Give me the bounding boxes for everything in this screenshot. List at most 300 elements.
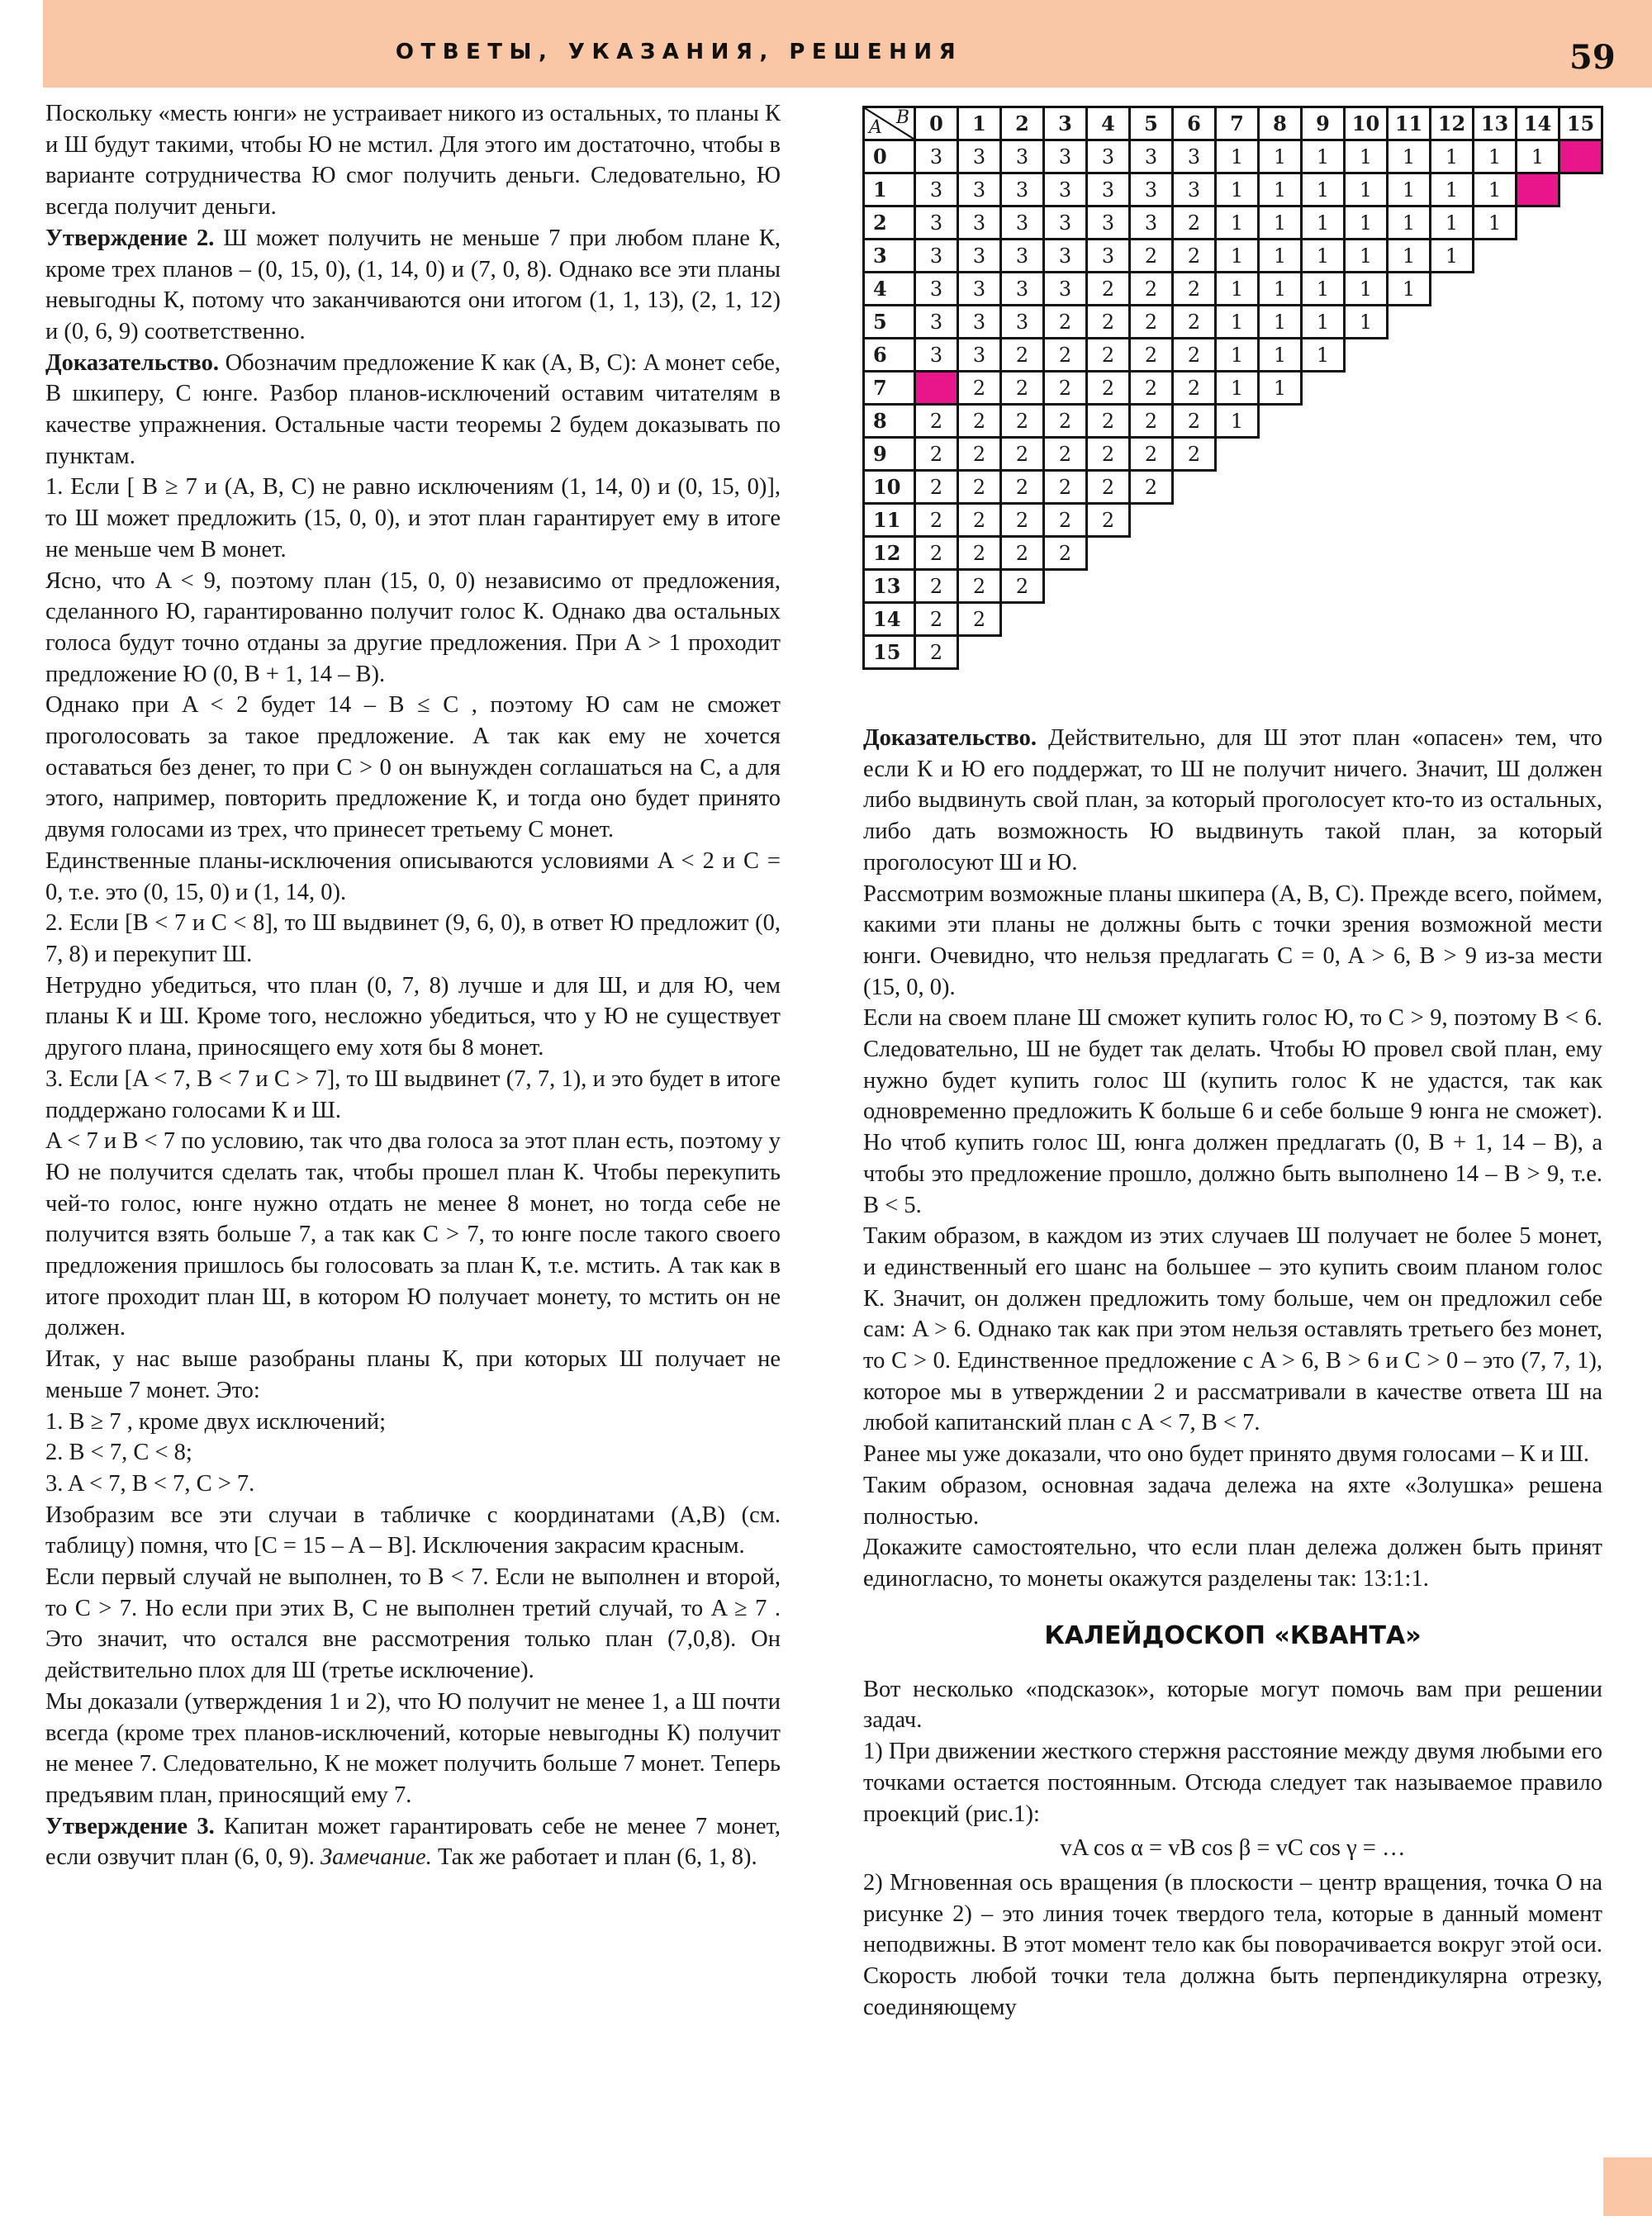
empty-cell (1431, 504, 1474, 537)
paragraph: Поскольку «месть юнги» не устраивает никого из остальных, то планы К и Ш будут такими, чтобы Ю не мстил. Для этого им достаточно, чтобы в варианте сотрудничества Ю смог получить деньги. Следовательно, Ю всегда получит деньги. (45, 101, 781, 221)
empty-cell (1173, 570, 1216, 603)
empty-cell (1474, 372, 1517, 405)
table-cell: 3 (1087, 140, 1130, 173)
table-cell: 2 (915, 570, 958, 603)
empty-cell (1474, 537, 1517, 570)
empty-cell (1559, 372, 1602, 405)
table-cell: 3 (958, 240, 1001, 273)
statement-2 (45, 223, 781, 348)
table-cell: 2 (915, 471, 958, 504)
empty-cell (1559, 603, 1602, 636)
table-row (864, 273, 1602, 306)
table-cell: 3 (1044, 206, 1087, 240)
table-cell: 2 (1173, 306, 1216, 339)
table-cell: 2 (1087, 339, 1130, 372)
table-cell: 2 (1173, 372, 1216, 405)
table-cell: 1 (1302, 273, 1345, 306)
empty-cell (1431, 273, 1474, 306)
row-header: 10 (864, 471, 915, 504)
table-cell: 3 (1001, 173, 1044, 206)
paragraph: 1) При движении жесткого стержня расстояние между двумя любыми его точками остается постоянным. Отсюда следует так называемое правило проекций (рис.1): (863, 1739, 1602, 1827)
table-cell: 3 (1044, 273, 1087, 306)
empty-cell (1559, 339, 1602, 372)
table-cell: 3 (958, 306, 1001, 339)
table-cell: 2 (915, 504, 958, 537)
empty-cell (1302, 636, 1345, 669)
paragraph: Изобразим все эти случаи в табличке с координатами (A,B) (см. таблицу) помня, что [C = 15 – A – B]. Исключения закрасим красным. (45, 1502, 781, 1559)
table-cell: 1 (1474, 140, 1517, 173)
row-header: 11 (864, 504, 915, 537)
table-cell: 1 (1345, 273, 1388, 306)
empty-cell (1474, 405, 1517, 438)
table-cell: 1 (1302, 173, 1345, 206)
table-cell: 2 (1044, 438, 1087, 471)
table-cell: 3 (958, 339, 1001, 372)
empty-cell (1302, 603, 1345, 636)
table-cell: 2 (1130, 240, 1173, 273)
table-cell: 3 (915, 273, 958, 306)
row-header: 5 (864, 306, 915, 339)
table-cell: 2 (958, 504, 1001, 537)
empty-cell (1259, 603, 1302, 636)
table-cell: 2 (915, 603, 958, 636)
note-label: Замечание. (320, 1844, 432, 1871)
table-cell: 1 (1388, 206, 1431, 240)
table-cell: 3 (958, 206, 1001, 240)
table-cell: 2 (1087, 306, 1130, 339)
table-cell: 3 (1087, 240, 1130, 273)
table-cell: 1 (1345, 173, 1388, 206)
table-row (864, 240, 1602, 273)
table-row (864, 140, 1602, 173)
table-cell: 2 (1130, 339, 1173, 372)
proof-lead: Доказательство. (863, 725, 1037, 751)
empty-cell (1087, 603, 1130, 636)
column-header: 3 (1044, 107, 1087, 140)
statement-lead: Утверждение 2. (45, 225, 215, 251)
table-cell: 2 (1130, 471, 1173, 504)
empty-cell (1559, 306, 1602, 339)
table-cell: 2 (915, 636, 958, 669)
table-cell: 1 (1216, 206, 1259, 240)
table-cell: 1 (1302, 140, 1345, 173)
empty-cell (1345, 372, 1388, 405)
table-cell: 2 (1173, 240, 1216, 273)
empty-cell (1517, 306, 1559, 339)
empty-cell (1388, 504, 1431, 537)
table-cell: 1 (1259, 140, 1302, 173)
table-cell: 3 (915, 339, 958, 372)
column-header: 12 (1431, 107, 1474, 140)
table-cell: 1 (1259, 372, 1302, 405)
empty-cell (1216, 471, 1259, 504)
empty-cell (1259, 570, 1302, 603)
empty-cell (1517, 372, 1559, 405)
note-text: Так же работает и план (6, 1, 8). (431, 1844, 757, 1871)
table-cell: 1 (1345, 206, 1388, 240)
table-cell: 2 (958, 471, 1001, 504)
table-cell: 2 (958, 537, 1001, 570)
column-header: 8 (1259, 107, 1302, 140)
empty-cell (1559, 273, 1602, 306)
empty-cell (1388, 603, 1431, 636)
column-header: 5 (1130, 107, 1173, 140)
paragraph: Нетрудно убедиться, что план (0, 7, 8) лучше и для Ш, и для Ю, чем планы К и Ш. Кроме того, несложно убедиться, что у Ю не существует другого плана, приносящего ему хотя бы 8 монет. (45, 972, 781, 1061)
table-cell: 2 (1044, 405, 1087, 438)
column-header: 10 (1345, 107, 1388, 140)
row-header: 12 (864, 537, 915, 570)
table-cell: 2 (1044, 306, 1087, 339)
table-cell: 2 (1130, 372, 1173, 405)
table-cell: 2 (1001, 372, 1044, 405)
empty-cell (1216, 603, 1259, 636)
table-row (864, 438, 1602, 471)
paragraph: Мы доказали (утверждения 1 и 2), что Ю получит не менее 1, а Ш почти всегда (кроме трех планов-исключений, которые невыгодны К) получит не менее 7. Следовательно, К не может получить больше 7 монет. Теперь предъявим план, приносящий ему 7. (45, 1688, 781, 1808)
table-cell: 2 (1044, 339, 1087, 372)
empty-cell (1517, 339, 1559, 372)
empty-cell (1302, 372, 1345, 405)
proof (45, 348, 781, 472)
empty-cell (1087, 636, 1130, 669)
running-title: ОТВЕТЫ, УКАЗАНИЯ, РЕШЕНИЯ (395, 40, 963, 64)
statement-3 (45, 1811, 781, 1873)
table-cell: 3 (958, 173, 1001, 206)
empty-cell (1259, 636, 1302, 669)
table-cell: 1 (1302, 306, 1345, 339)
table-cell: 1 (1302, 206, 1345, 240)
empty-cell (1517, 206, 1559, 240)
empty-cell (1259, 471, 1302, 504)
empty-cell (1173, 537, 1216, 570)
table-cell: 3 (1173, 140, 1216, 173)
table-cell: 2 (958, 405, 1001, 438)
table-cell: 3 (915, 306, 958, 339)
table-corner (864, 107, 915, 140)
table-cell: 2 (1001, 471, 1044, 504)
empty-cell (1130, 636, 1173, 669)
paragraph: 1. Если [ B ≥ 7 и (A, B, C) не равно исключениям (1, 14, 0) и (0, 15, 0)], то Ш может предложить (15, 0, 0), и этот план гарантирует ему в итоге не меньше чем B монет. (45, 474, 781, 562)
table-cell: 2 (915, 438, 958, 471)
table-cell: 3 (1130, 140, 1173, 173)
right-column (863, 723, 1602, 2023)
table-cell: 1 (1216, 173, 1259, 206)
coordinate-table (862, 106, 1603, 670)
empty-cell (1173, 471, 1216, 504)
empty-cell (1345, 405, 1388, 438)
empty-cell (1431, 570, 1474, 603)
empty-cell (1474, 570, 1517, 603)
table-cell: 1 (1431, 240, 1474, 273)
table-cell: 3 (1001, 273, 1044, 306)
row-header: 13 (864, 570, 915, 603)
empty-cell (1130, 504, 1173, 537)
statement-text: Капитан может гарантировать себе не менее 7 монет, если озвучит план (6, 0, 9). (45, 1813, 781, 1871)
table-cell: 2 (1130, 273, 1173, 306)
table-cell: 2 (1044, 372, 1087, 405)
table-cell: 2 (915, 405, 958, 438)
column-header: 14 (1517, 107, 1559, 140)
column-header: 6 (1173, 107, 1216, 140)
empty-cell (1302, 570, 1345, 603)
table-cell: 3 (1001, 206, 1044, 240)
section-title: КАЛЕЙДОСКОП «КВАНТА» (1044, 1620, 1422, 1650)
empty-cell (1517, 471, 1559, 504)
table-row (864, 372, 1602, 405)
empty-cell (1388, 471, 1431, 504)
row-header: 3 (864, 240, 915, 273)
empty-cell (1345, 603, 1388, 636)
empty-cell (1216, 504, 1259, 537)
table-cell: 3 (1173, 173, 1216, 206)
table-cell: 1 (1259, 306, 1302, 339)
empty-cell (1087, 570, 1130, 603)
empty-cell (1345, 504, 1388, 537)
proof (863, 723, 1602, 879)
list-item: 1. B ≥ 7 , кроме двух исключений; (45, 1408, 387, 1435)
table-row (864, 306, 1602, 339)
empty-cell (1302, 504, 1345, 537)
empty-cell (1517, 438, 1559, 471)
corner-label-b: B (895, 107, 909, 128)
table-cell: 3 (1130, 173, 1173, 206)
table-cell: 1 (1216, 273, 1259, 306)
list-item: 3. A < 7, B < 7, C > 7. (45, 1470, 255, 1497)
empty-cell (1216, 438, 1259, 471)
empty-cell (1517, 570, 1559, 603)
table-cell: 2 (1087, 471, 1130, 504)
row-header: 15 (864, 636, 915, 669)
page-number: 59 (1569, 38, 1616, 77)
empty-cell (1474, 339, 1517, 372)
table-cell: 1 (1259, 173, 1302, 206)
table-cell: 2 (1130, 405, 1173, 438)
table-row (864, 537, 1602, 570)
column-header: 2 (1001, 107, 1044, 140)
empty-cell (1559, 240, 1602, 273)
empty-cell (1173, 603, 1216, 636)
corner-label-a: A (869, 117, 882, 138)
empty-cell (1517, 603, 1559, 636)
table-cell: 1 (1216, 339, 1259, 372)
table-cell: 1 (1345, 306, 1388, 339)
table-cell: 3 (1001, 306, 1044, 339)
empty-cell (1345, 471, 1388, 504)
empty-cell (1559, 173, 1602, 206)
table-cell: 1 (1302, 240, 1345, 273)
table-row (864, 339, 1602, 372)
table-cell: 3 (915, 240, 958, 273)
table-cell: 1 (1216, 372, 1259, 405)
table-cell: 3 (1044, 240, 1087, 273)
table-cell: 1 (1345, 140, 1388, 173)
table-cell: 1 (1216, 306, 1259, 339)
empty-cell (1044, 570, 1087, 603)
empty-cell (1474, 306, 1517, 339)
paragraph: Ясно, что A < 9, поэтому план (15, 0, 0) независимо от предложения, сделанного Ю, гарантированно получит голос К. Однако два остальных голоса будут точно отданы за другие предложения. При A > 1 проходит предложение Ю (0, B + 1, 14 – B). (45, 567, 781, 687)
table-row (864, 471, 1602, 504)
paragraph: Если первый случай не выполнен, то B < 7. Если не выполнен и второй, то C > 7. Но если при этих B, C не выполнен третий случай, то A ≥ 7 . Это значит, что остался вне рассмотрения только план (7,0,8). Он действительно плох для Ш (третье исключение). (45, 1564, 781, 1684)
empty-cell (1044, 603, 1087, 636)
table-row (864, 173, 1602, 206)
table-cell: 1 (1517, 140, 1559, 173)
table-cell: 1 (1259, 339, 1302, 372)
table-cell: 2 (1001, 438, 1044, 471)
table-cell: 2 (1173, 438, 1216, 471)
table-cell: 2 (958, 570, 1001, 603)
table-cell: 2 (1130, 438, 1173, 471)
table-cell: 1 (1388, 173, 1431, 206)
table-row (864, 206, 1602, 240)
table-cell: 2 (1087, 372, 1130, 405)
empty-cell (1345, 339, 1388, 372)
empty-cell (1517, 240, 1559, 273)
table-cell: 2 (1001, 504, 1044, 537)
empty-cell (1431, 372, 1474, 405)
empty-cell (1388, 339, 1431, 372)
empty-cell (1173, 504, 1216, 537)
empty-cell (1388, 438, 1431, 471)
table-cell: 2 (1173, 273, 1216, 306)
empty-cell (1559, 471, 1602, 504)
paragraph: Если на своем плане Ш сможет купить голос Ю, то C > 9, поэтому B < 6. Следовательно, Ш не будет так делать. Чтобы Ю провел свой план, ему нужно будет купить голос Ш (купить голос К не удастся, так как одновременно предложить К больше 6 и себе больше 9 юнга не сможет). Но чтоб купить голос Ш, юнга должен предлагать (0, B + 1, 14 – B), а чтобы это предложение прошло, должно быть выполнено 14 – B > 9, т.е. B < 5. (863, 1005, 1602, 1218)
column-header: 7 (1216, 107, 1259, 140)
column-header: 4 (1087, 107, 1130, 140)
table-row (864, 504, 1602, 537)
empty-cell (1431, 603, 1474, 636)
table-cell: 3 (1087, 206, 1130, 240)
empty-cell (1259, 537, 1302, 570)
row-header: 2 (864, 206, 915, 240)
empty-cell (1517, 504, 1559, 537)
paragraph: Ранее мы уже доказали, что оно будет принято двумя голосами – К и Ш. (863, 1441, 1589, 1468)
empty-cell (1302, 405, 1345, 438)
column-header: 13 (1474, 107, 1517, 140)
paragraph: Таким образом, в каждом из этих случаев Ш получает не более 5 монет, и единственный его шанс на большее – это купить своим планом голос К. Значит, он должен предложить тому больше, чем он предложил себе сам: A > 6. Однако так как при этом нельзя оставлять третьего без монет, то C > 0. Единственное предложение с A > 6, B > 6 и C > 0 – это (7, 7, 1), которое мы в утверждении 2 и рассматривали в качестве ответа Ш на любой капитанский план с A < 7, B < 7. (863, 1223, 1602, 1436)
empty-cell (1087, 537, 1130, 570)
corner-band (1603, 2157, 1652, 2216)
table-cell: 2 (1173, 339, 1216, 372)
empty-cell (1431, 438, 1474, 471)
column-header: 11 (1388, 107, 1431, 140)
paragraph: Итак, у нас выше разобраны планы К, при которых Ш получает не меньше 7 монет. Это: (45, 1346, 781, 1403)
row-header: 1 (864, 173, 915, 206)
paragraph: Рассмотрим возможные планы шкипера (A, B, C). Прежде всего, поймем, какими эти планы не должны быть с точки зрения возможной мести юнги. Очевидно, что нельзя предлагать C = 0, A > 6, B > 9 из-за мести (15, 0, 0). (863, 880, 1602, 1000)
table-row (864, 570, 1602, 603)
empty-cell (1431, 537, 1474, 570)
paragraph: A < 7 и B < 7 по условию, так что два голоса за этот план есть, поэтому у Ю не получится сделать так, чтобы прошел план К. Чтобы перекупить чей-то голос, юнге нужно отдать не менее 8 монет, но тогда себе не получится взять больше 7, а так как C > 7, то юнге после такого своего предложения пришлось бы голосовать за план К, т.е. мстить. А так как в итоге проходит план Ш, в котором Ю получает монету, то мстить он не должен. (45, 1128, 781, 1341)
column-header: 9 (1302, 107, 1345, 140)
paragraph: Таким образом, основная задача дележа на яхте «Золушка» решена полностью. (863, 1472, 1602, 1530)
empty-cell (1345, 537, 1388, 570)
empty-cell (1431, 306, 1474, 339)
table-cell: 3 (915, 140, 958, 173)
empty-cell (1474, 504, 1517, 537)
table-cell: 1 (1216, 240, 1259, 273)
table-cell: 1 (1431, 173, 1474, 206)
table-cell: 2 (1173, 206, 1216, 240)
row-header: 7 (864, 372, 915, 405)
proof-text: Обозначим предложение К как (A, B, C): A монет себе, B шкиперу, C юнге. Разбор планов-исключений оставим читателям в качестве упражнения. Остальные части теоремы 2 будем доказывать по пунктам. (45, 349, 781, 469)
table-cell: 2 (1001, 570, 1044, 603)
empty-cell (1431, 405, 1474, 438)
empty-cell (1559, 636, 1602, 669)
table-cell: 1 (1345, 240, 1388, 273)
table-cell: 1 (1388, 273, 1431, 306)
statement-lead: Утверждение 3. (45, 1813, 215, 1839)
empty-cell (1559, 438, 1602, 471)
table-cell: 1 (1431, 206, 1474, 240)
empty-cell (1130, 537, 1173, 570)
table-cell: 1 (1431, 140, 1474, 173)
table-cell: 1 (1388, 140, 1431, 173)
empty-cell (1388, 306, 1431, 339)
table-cell: 1 (1388, 240, 1431, 273)
paragraph: 2) Мгновенная ось вращения (в плоскости – центр вращения, точка O на рисунке 2) – это линия точек твердого тела, которые в данный момент неподвижны. В этот момент тело как бы поворачивается вокруг этой оси. Скорость любой точки тела должна быть перпендикулярна отрезку, соединяющему (863, 1869, 1602, 2020)
table-row (864, 405, 1602, 438)
table-cell: 3 (958, 140, 1001, 173)
empty-cell (1302, 438, 1345, 471)
row-header: 14 (864, 603, 915, 636)
table-cell: 2 (1001, 339, 1044, 372)
table-cell: 2 (1044, 471, 1087, 504)
table-cell: 2 (1173, 405, 1216, 438)
table-cell: 1 (1216, 405, 1259, 438)
table-cell: 1 (1259, 240, 1302, 273)
table-cell: 1 (1259, 273, 1302, 306)
table-cell: 1 (1474, 173, 1517, 206)
table-cell: 3 (1001, 240, 1044, 273)
empty-cell (1474, 240, 1517, 273)
table-cell: 3 (1130, 206, 1173, 240)
table-cell: 3 (1044, 140, 1087, 173)
empty-cell (1517, 636, 1559, 669)
table-cell: 2 (958, 438, 1001, 471)
table-cell: 1 (1302, 339, 1345, 372)
row-header: 6 (864, 339, 915, 372)
table-cell: 2 (1087, 273, 1130, 306)
empty-cell (1388, 405, 1431, 438)
empty-cell (1431, 339, 1474, 372)
table-cell: 3 (1087, 173, 1130, 206)
empty-cell (1216, 537, 1259, 570)
paragraph: Единственные планы-исключения описываются условиями A < 2 и C = 0, т.е. это (0, 15, 0) и (1, 14, 0). (45, 847, 781, 905)
empty-cell (1431, 636, 1474, 669)
empty-cell (1474, 471, 1517, 504)
table-cell: 2 (1087, 438, 1130, 471)
empty-cell (1559, 206, 1602, 240)
empty-cell (1001, 636, 1044, 669)
table-cell: 2 (1001, 405, 1044, 438)
paragraph: Докажите самостоятельно, что если план дележа должен быть принят единогласно, то монеты окажутся разделены так: 13:1:1. (863, 1535, 1602, 1592)
column-header: 15 (1559, 107, 1602, 140)
projection-formula: vA cos α = vB cos β = vC cos γ = … (1060, 1835, 1406, 1862)
table-cell: 3 (958, 273, 1001, 306)
empty-cell (1302, 537, 1345, 570)
empty-cell (1259, 504, 1302, 537)
table-row (864, 603, 1602, 636)
empty-cell (1216, 636, 1259, 669)
table-cell: 2 (1130, 306, 1173, 339)
empty-cell (1345, 570, 1388, 603)
row-header: 4 (864, 273, 915, 306)
empty-cell (1559, 504, 1602, 537)
empty-cell (1431, 471, 1474, 504)
empty-cell (1474, 636, 1517, 669)
table-cell: 2 (1087, 504, 1130, 537)
exception-cell (1517, 173, 1559, 206)
paragraph: Однако при A < 2 будет 14 – B ≤ C , поэтому Ю сам не сможет проголосовать за такое предложение. А так как ему не хочется оставаться без денег, то при C > 0 он вынужден соглашаться на C, а для этого, например, повторить предложение К, и тогда оно будет принято двумя голосами из трех, что принесет третьему C монет. (45, 692, 781, 843)
table-cell: 2 (915, 537, 958, 570)
